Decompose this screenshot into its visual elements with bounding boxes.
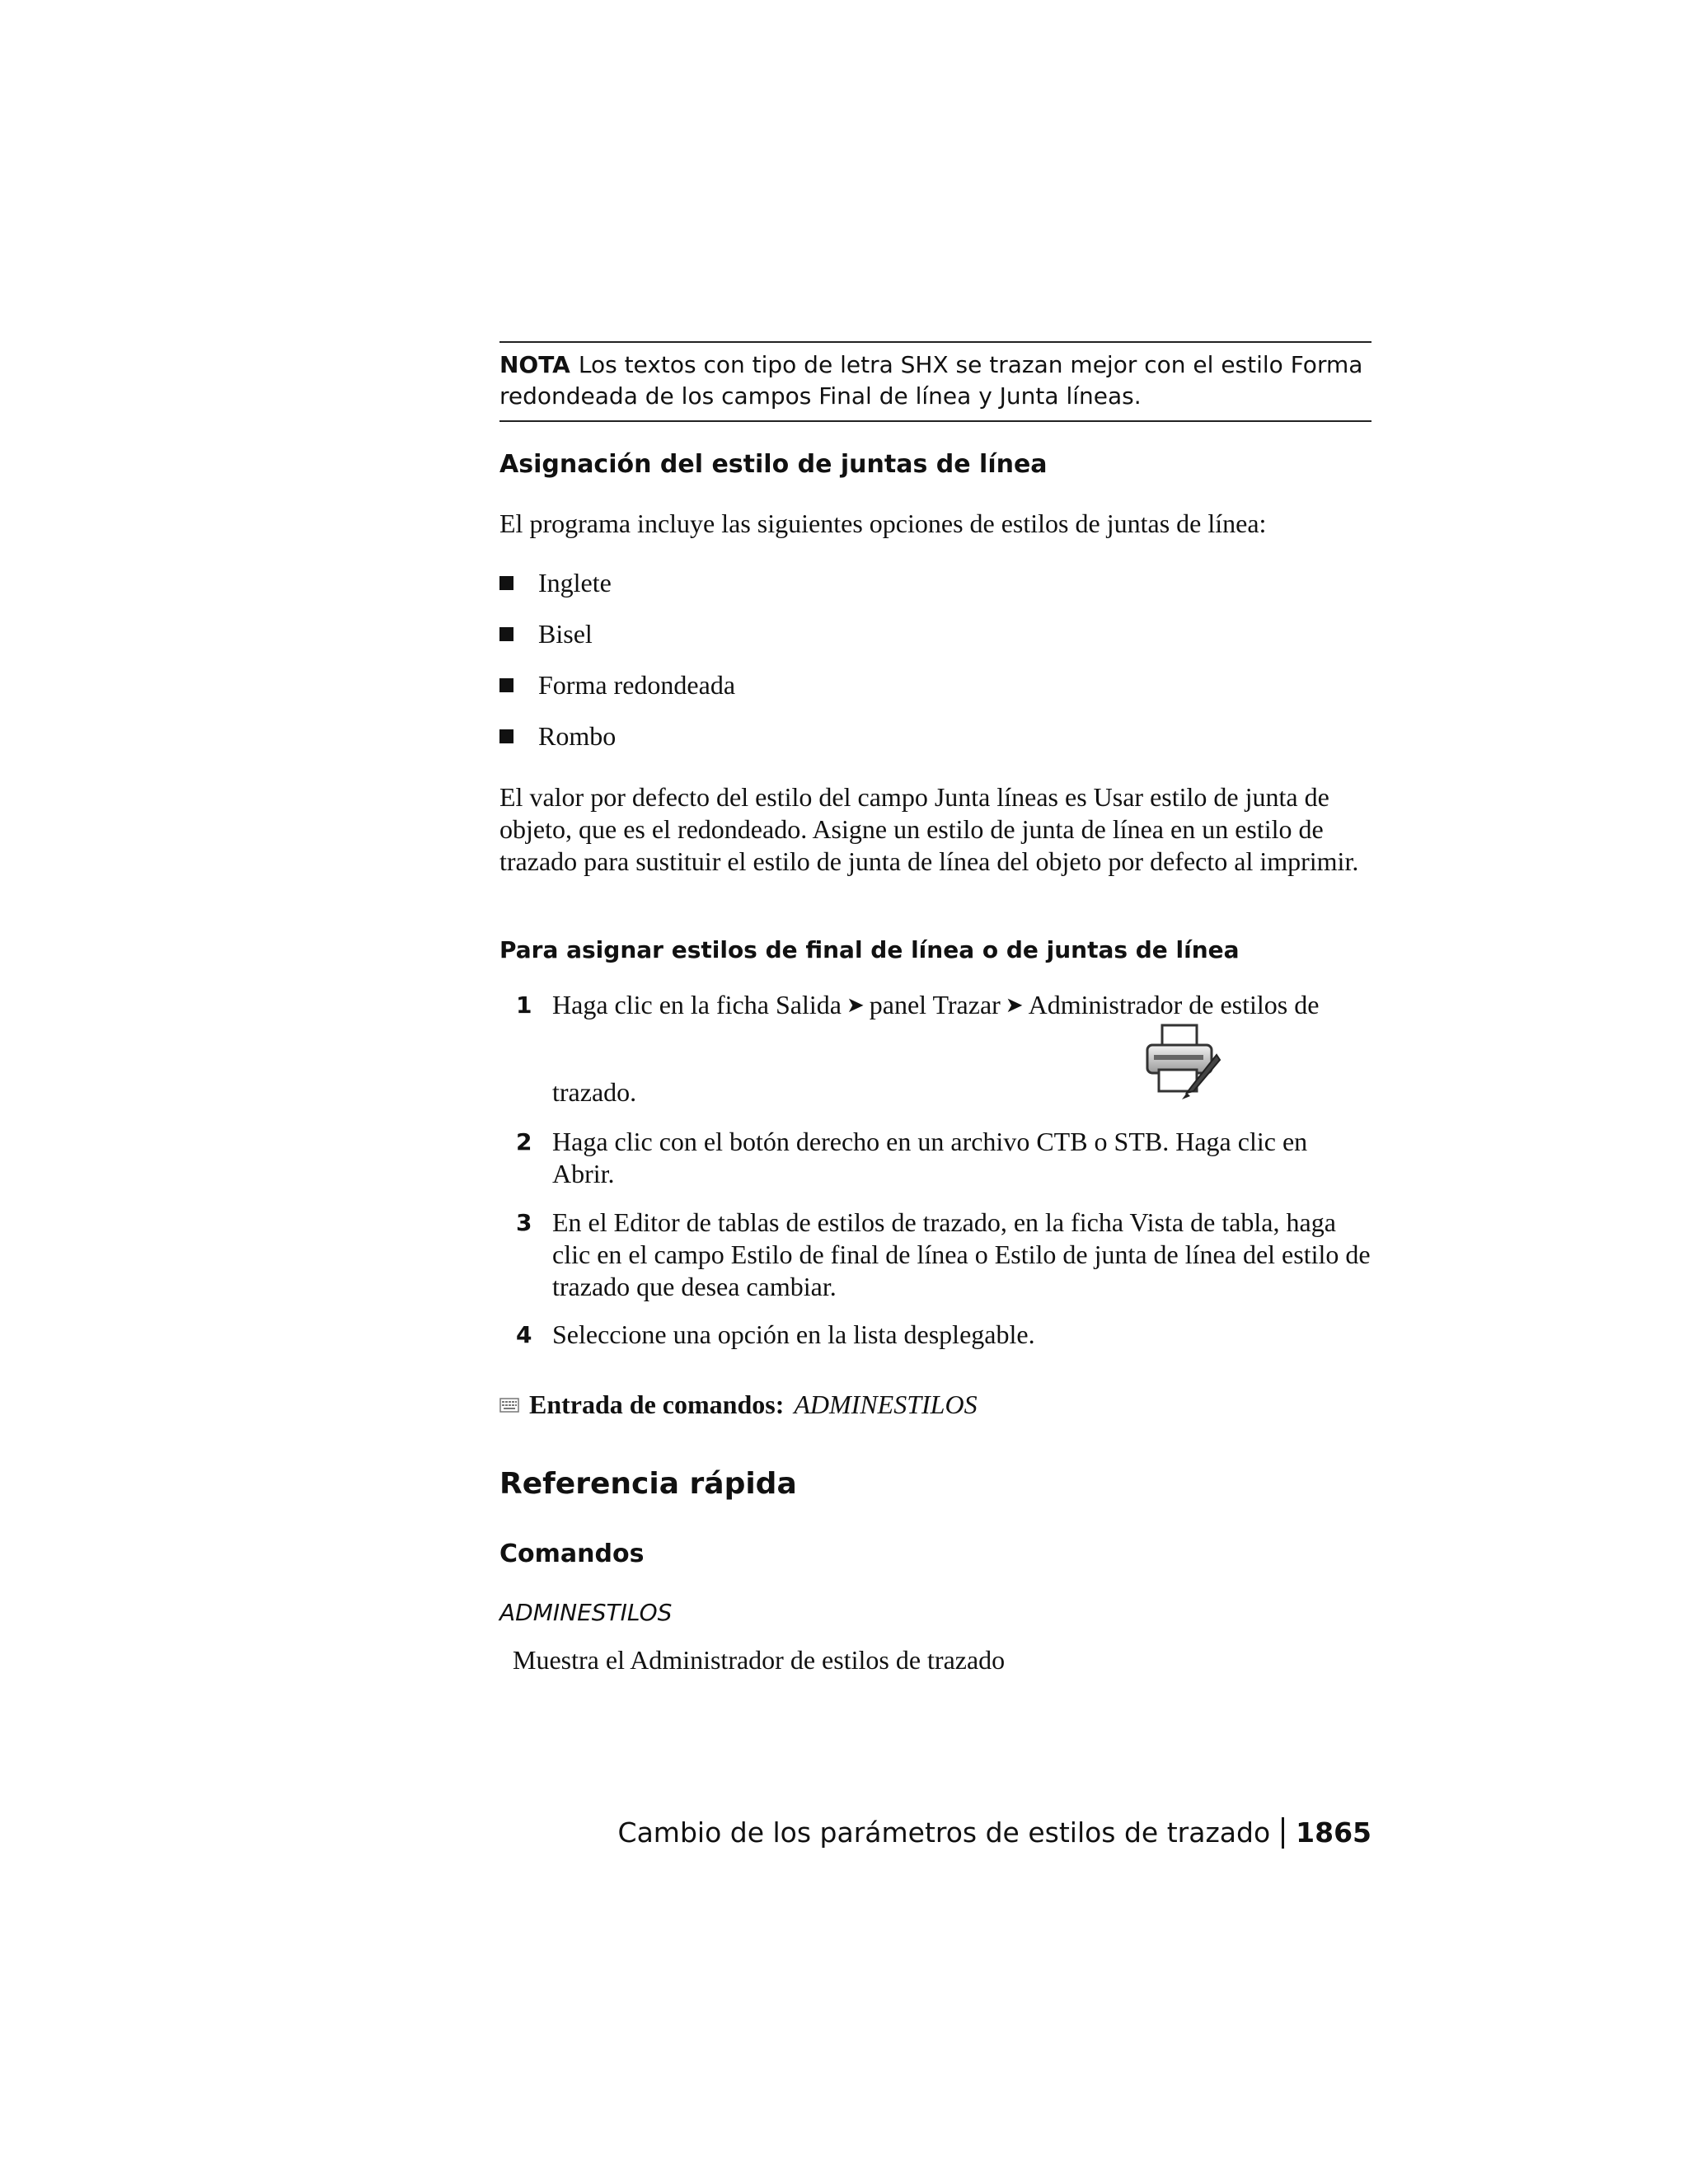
note-text: Los textos con tipo de letra SHX se trazan mejor con el estilo Forma redondeada de los campos Final de línea y Junta líneas.: [499, 351, 1363, 410]
footer-title: Cambio de los parámetros de estilos de trazado: [617, 1816, 1271, 1849]
command-entry-label: Entrada de comandos:: [529, 1390, 785, 1419]
section-body: El valor por defecto del estilo del campo Junta líneas es Usar estilo de junta de objeto, que es el redondeado. Asigne un estilo de junta de línea en un estilo de trazado para sustituir el estilo de junta de línea del objeto por defecto al imprimir.: [499, 782, 1359, 876]
step-number: 4: [516, 1321, 532, 1348]
command-entry-value: ADMINESTILOS: [794, 1390, 978, 1419]
commands-heading: Comandos: [499, 1540, 645, 1568]
list-item: Forma redondeada: [499, 659, 735, 710]
step-number: 2: [516, 1128, 532, 1155]
section-heading: Asignación del estilo de juntas de línea: [499, 450, 1048, 479]
page-footer: [618, 1816, 1372, 1849]
list-item: Bisel: [499, 608, 735, 659]
bullet-icon: [499, 678, 513, 692]
bullet-icon: [499, 729, 513, 743]
quick-reference-heading: Referencia rápida: [499, 1467, 797, 1501]
command-name: ADMINESTILOS: [499, 1599, 673, 1626]
footer-separator: [1282, 1817, 1284, 1849]
document-page: NOTA Los textos con tipo de letra SHX se trazan mejor con el estilo Forma redondeada de los campos Final de línea y Junta líneas. Asignación del estilo de juntas de línea El programa incluye las siguientes opciones de estilos de juntas de línea: Inglete Bisel Forma redondeada Rombo El valor por defecto del estilo del campo Junta líneas es Usar estilo de junta de objeto, que es el redondeado. Asigne un estilo de junta de línea en un estilo de trazado para sustituir el estilo de junta de línea del objeto por defecto al imprimir. Para asignar estilos de final de línea o de juntas de línea 1 Haga clic en la ficha Salida ➤ panel Trazar ➤ Administrador de estilos de trazado. 2 Haga clic con el botón derecho en un archivo CTB o STB. Haga clic en Abrir. 3 En el Editor de tablas de estilos de trazado, en la ficha Vista de tabla, haga clic en el campo Estilo de final de línea o Estilo de junta de línea del estilo de trazado que desea cambiar. 4 Seleccione una opción en la lista desplegable. Entrada de comandos: ADMINESTILOS Referencia rápida Comandos ADMINESTILOS Muestra el Administrador de estilos de trazado Cambio de los parámetros de estilos de trazado 1865: [499, 0, 1372, 2184]
arrow-icon: ➤: [846, 993, 865, 1017]
page-number: 1865: [1296, 1816, 1372, 1849]
plot-style-manager-icon: [1141, 1022, 1223, 1101]
list-item: Rombo: [499, 710, 735, 762]
note-label: NOTA: [499, 351, 570, 378]
bullet-icon: [499, 627, 513, 641]
list-item: Inglete: [499, 557, 735, 608]
bullet-icon: [499, 576, 513, 590]
step-number: 3: [516, 1209, 532, 1236]
arrow-icon: ➤: [1005, 993, 1024, 1017]
command-description: Muestra el Administrador de estilos de trazado: [513, 1645, 1006, 1675]
command-entry: [499, 1390, 978, 1420]
note-box: [499, 341, 1372, 422]
bullet-list: [499, 557, 735, 762]
procedure-title: Para asignar estilos de final de línea o de juntas de línea: [499, 936, 1240, 963]
section-intro: El programa incluye las siguientes opciones de estilos de juntas de línea:: [499, 509, 1267, 538]
keyboard-icon: [499, 1398, 519, 1413]
step-number: 1: [516, 991, 532, 1019]
